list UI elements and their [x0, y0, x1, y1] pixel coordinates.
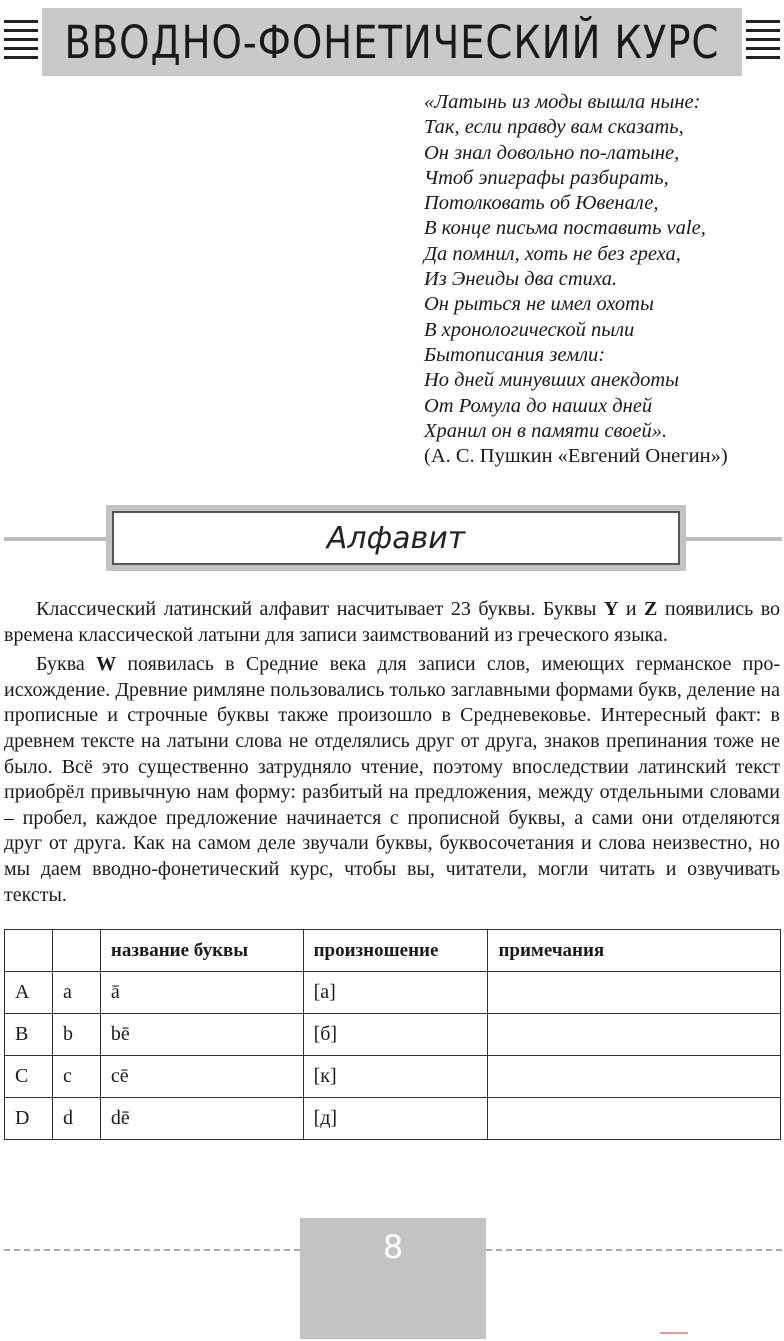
page-number: 8: [382, 1228, 404, 1266]
table-row: [5, 1098, 781, 1140]
epigraph-line: Но дней минувших анекдоты: [424, 369, 680, 392]
chapter-header: [42, 8, 742, 76]
header-cell-pronunciation: произношение: [303, 930, 488, 972]
table-cell: ā: [100, 972, 303, 1014]
table-cell: d: [52, 1098, 100, 1140]
table-cell: C: [5, 1056, 53, 1098]
chapter-title: ВВОДНО-ФОНЕТИЧЕСКИЙ КУРС: [64, 15, 720, 69]
table-cell: [488, 1098, 781, 1140]
epigraph-line: Он рыться не имел охоты: [424, 293, 654, 316]
table-cell: c: [52, 1056, 100, 1098]
table-cell: D: [5, 1098, 53, 1140]
crop-mark: [660, 1332, 688, 1341]
section-rule-right: [686, 537, 782, 541]
epigraph-attribution: (А. С. Пушкин «Евгений Онегин»): [424, 445, 728, 468]
epigraph-line: Так, если правду вам сказать,: [424, 116, 684, 139]
epigraph-line: Он знал довольно по-латыне,: [424, 141, 680, 164]
epigraph-line: От Ромула до наших дней: [424, 394, 653, 417]
header-cell-notes: примечания: [488, 930, 781, 972]
table-header-row: [5, 930, 781, 972]
section-rule-left: [4, 537, 108, 541]
epigraph-line: Да помнил, хоть не без греха,: [424, 242, 681, 265]
table-row: [5, 1056, 781, 1098]
page-number-box: [300, 1218, 486, 1339]
footer-dashed-rule-right: [486, 1249, 782, 1251]
table-cell: cē: [100, 1056, 303, 1098]
table-cell: a: [52, 972, 100, 1014]
alphabet-table: [4, 929, 781, 1140]
table-cell: [б]: [303, 1014, 488, 1056]
epigraph-line: «Латынь из моды вышла ныне:: [424, 91, 701, 113]
table-row: [5, 972, 781, 1014]
table-cell: b: [52, 1014, 100, 1056]
table-cell: [488, 1014, 781, 1056]
epigraph-line: Чтоб эпиграфы разбирать,: [424, 166, 669, 189]
table-cell: B: [5, 1014, 53, 1056]
epigraph-line: Бытописания земли:: [424, 343, 606, 366]
header-decoration-left: [4, 20, 38, 65]
paragraph-2: Буква W появилась в Средние века для записи слов, имеющих германское происхождение. Древние римляне пользовались только заглавными формами букв, деление на прописные и строчные буквы также произошло в Средневековье. Интересный факт: в древнем тексте на латыни слова не отделялись друг от друга, знаков препинания тоже не было. Всё это существенно затрудняло чтение, поэтому впоследствии латинский текст приобрёл привычную нам форму: разбитый на предложения, между отдельными словами – пробел, каждое предложение начинается с прописной буквы, а сами они отделяются друг от друга. Как на самом деле звучали буквы, буквосочетания и слова неизвестно, но мы даем вводно-фонетический курс, чтобы вы, читатели, могли читать и озвучивать тексты.: [4, 653, 781, 906]
section-heading-box: [106, 505, 686, 571]
epigraph-line: Из Энеиды два стиха.: [424, 268, 618, 291]
epigraph-line: В конце письма поставить vale,: [424, 217, 706, 240]
table-cell: [к]: [303, 1056, 488, 1098]
footer-dashed-rule-left: [4, 1249, 300, 1251]
table-cell: [488, 1056, 781, 1098]
table-cell: A: [5, 972, 53, 1014]
section-title: Алфавит: [326, 520, 466, 556]
header-cell-uppercase: [5, 930, 53, 972]
paragraph-1: Классический латинский алфавит насчитывает 23 буквы. Буквы Y и Z появились во времена классической латыни для записи заимствований из греческого языка.: [4, 598, 780, 646]
epigraph-line: Потолковать об Ювенале,: [424, 192, 659, 215]
epigraph: [424, 90, 774, 469]
header-cell-letter-name: название буквы: [100, 930, 303, 972]
table-cell: bē: [100, 1014, 303, 1056]
table-row: [5, 1014, 781, 1056]
header-cell-lowercase: [52, 930, 100, 972]
table-cell: [488, 972, 781, 1014]
table-cell: [а]: [303, 972, 488, 1014]
header-decoration-right: [746, 20, 780, 65]
epigraph-line: Хранил он в памяти своей».: [424, 419, 668, 442]
table-cell: [д]: [303, 1098, 488, 1140]
table-cell: dē: [100, 1098, 303, 1140]
epigraph-line: В хронологической пыли: [424, 318, 635, 341]
body-text: [4, 597, 780, 912]
